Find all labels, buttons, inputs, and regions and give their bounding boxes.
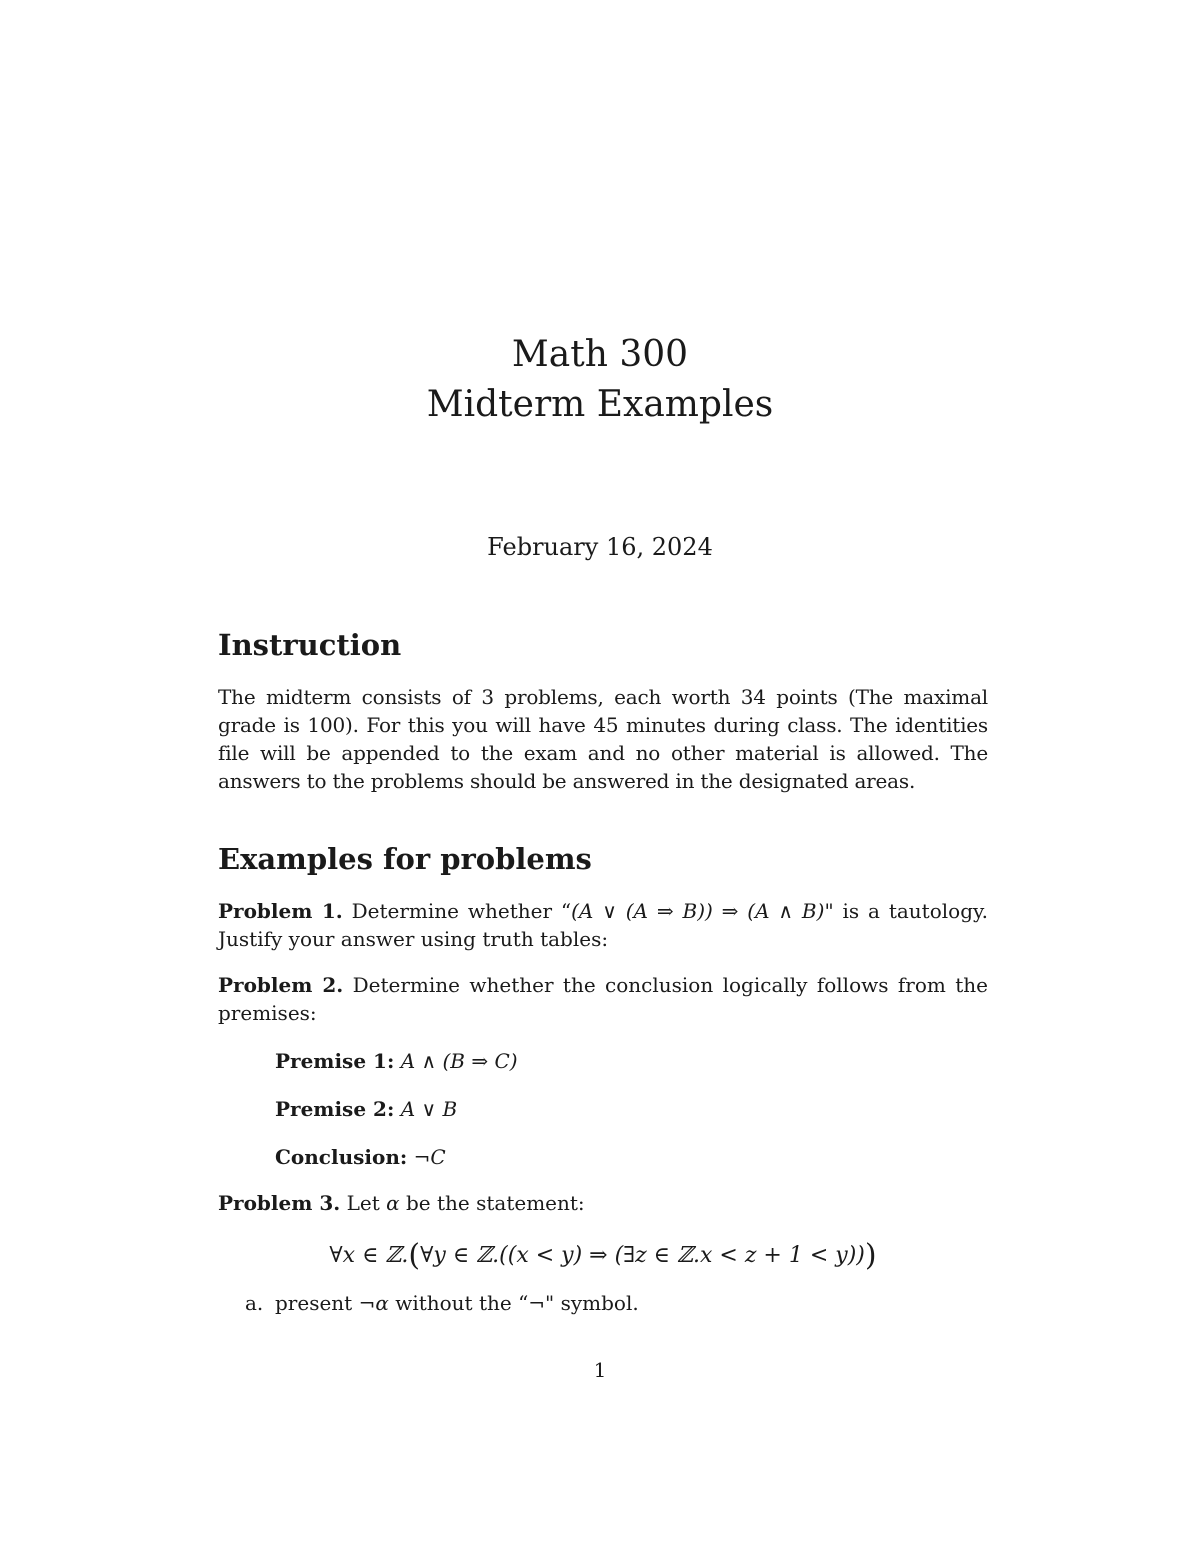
problem-3-formula-part2: ∀y ∈ ℤ.((x < y) ⇒ (∃z ∈ ℤ.x < z + 1 < y)) [420, 1243, 865, 1268]
problem-3-formula [218, 1239, 988, 1273]
document-title-line2: Midterm Examples [426, 384, 774, 425]
section-heading-examples: Examples for problems [218, 842, 592, 876]
subitem-a-text-after: without the “¬" symbol. [388, 1291, 639, 1315]
problem-1-text-after: " is a tautology. Justify your answer using truth tables: [218, 899, 988, 951]
conclusion-formula: ¬C [413, 1145, 446, 1169]
premise-1: Premise 1: A ∧ (B ⇒ C) [275, 1049, 518, 1073]
problem-1-formula: (A ∨ (A ⇒ B)) ⇒ (A ∧ B) [571, 899, 825, 923]
conclusion: Conclusion: ¬C [275, 1145, 446, 1169]
subitem-a-formula: ¬α [358, 1291, 389, 1315]
premise-2-label: Premise 2 [275, 1097, 387, 1121]
problem-3 [218, 1189, 988, 1217]
conclusion-label: Conclusion [275, 1145, 400, 1169]
problem-3-alpha: α [386, 1191, 400, 1215]
document-date: February 16, 2024 [487, 533, 713, 561]
problem-2-label: Problem 2. [218, 973, 344, 997]
formula-open-paren: ( [408, 1238, 421, 1273]
document-body [218, 625, 988, 1317]
problem-1-label: Problem 1. [218, 899, 343, 923]
problem-3-text-after: be the statement: [399, 1191, 585, 1215]
section-heading-instruction: Instruction [218, 628, 402, 662]
problem-1 [218, 897, 988, 953]
page-number: 1 [593, 1358, 607, 1382]
problem-3-label: Problem 3. [218, 1191, 341, 1215]
problem-2-text: Determine whether the conclusion logically follows from the premises: [218, 973, 988, 1025]
premise-2-formula: A ∨ B [400, 1097, 458, 1121]
problem-2 [218, 971, 988, 1027]
subitem-a-text-before: present [275, 1291, 359, 1315]
formula-close-paren: ) [864, 1238, 877, 1273]
problem-3-formula-part1: ∀x ∈ ℤ. [329, 1243, 409, 1268]
problem-1-text-before: Determine whether “ [342, 899, 572, 923]
document-title-line1: Math 300 [511, 334, 689, 375]
instruction-paragraph: The midterm consists of 3 problems, each worth 34 points (The maximal grade is 100). For this you will have 45 minutes during class. The identities file will be appended to the exam and no other material is allowed. The answers to the problems should be answered in the designated areas. [218, 685, 988, 793]
premise-2: Premise 2: A ∨ B [275, 1097, 458, 1121]
subitem-a-marker: a. [245, 1291, 264, 1315]
problem-3-subitem-a [245, 1289, 988, 1317]
premise-1-label: Premise 1 [275, 1049, 387, 1073]
problem-3-text-before: Let [340, 1191, 387, 1215]
premise-1-formula: A ∧ (B ⇒ C) [400, 1049, 518, 1073]
